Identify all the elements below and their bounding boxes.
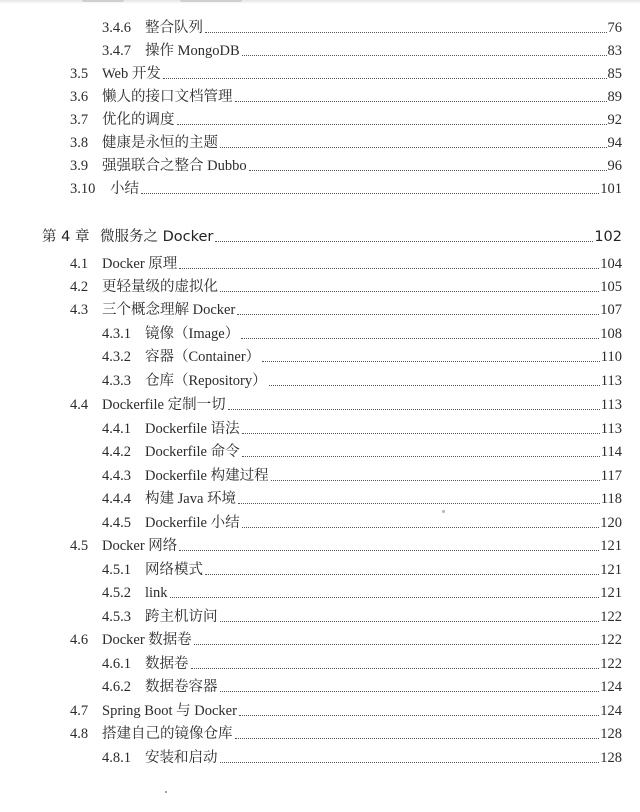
dot-leader: [220, 691, 600, 692]
toc-entry-page: 120: [600, 515, 622, 531]
toc-entry-number: 4.3.3: [102, 373, 131, 389]
toc-entry-page: 128: [600, 750, 622, 766]
toc-entry-title: 网络模式: [145, 562, 203, 578]
toc-entry-number: 4.5.1: [102, 562, 131, 578]
toc-entry-title: Dockerfile 定制一切: [102, 397, 226, 413]
dot-leader: [220, 621, 600, 622]
toc-entry-title: Docker 数据卷: [102, 632, 192, 648]
toc-entry[interactable]: [0, 86, 640, 108]
toc-entry-page: 114: [600, 444, 622, 460]
toc-entry-number: 4.4.2: [102, 444, 131, 460]
toc-entry[interactable]: [0, 747, 640, 769]
toc-entry-number: 4.8: [70, 726, 89, 742]
toc-entry[interactable]: [0, 109, 640, 131]
toc-entry-title: 优化的调度: [102, 112, 175, 128]
toc-entry[interactable]: [0, 723, 640, 745]
toc-entry[interactable]: [0, 559, 640, 581]
toc-entry-number: 4.6: [70, 632, 89, 648]
dot-leader: [262, 361, 600, 362]
toc-entry[interactable]: [0, 441, 640, 463]
dot-leader: [238, 503, 600, 504]
toc-entry-title: Spring Boot 与 Docker: [102, 703, 237, 719]
toc-entry-title: Docker 网络: [102, 538, 178, 554]
toc-entry-number: 3.10: [70, 181, 96, 197]
dot-leader: [242, 456, 600, 457]
toc-entry[interactable]: [0, 299, 640, 321]
dot-leader: [249, 170, 607, 171]
toc-entry[interactable]: [0, 394, 640, 416]
toc-entry[interactable]: [0, 370, 640, 392]
toc-entry-number: 4.6.2: [102, 679, 131, 695]
toc-entry-title: 仓库（Repository）: [145, 373, 267, 389]
toc-entry-number: 3.8: [70, 135, 89, 151]
toc-entry-page: 76: [607, 20, 622, 36]
toc-entry[interactable]: [0, 323, 640, 345]
toc-entry-number: 4.4: [70, 397, 89, 413]
toc-entry-page: 122: [600, 632, 622, 648]
dot-leader: [271, 480, 600, 481]
toc-entry-title: 三个概念理解 Docker: [102, 302, 236, 318]
toc-entry-page: 105: [600, 279, 622, 295]
dot-leader: [269, 385, 600, 386]
toc-entry-page: 110: [600, 349, 622, 365]
dot-leader: [191, 668, 600, 669]
dot-leader: [235, 738, 600, 739]
toc-entry-title: 健康是永恒的主题: [102, 135, 218, 151]
toc-entry-page: 121: [600, 585, 622, 601]
toc-entry-title: 容器（Container）: [145, 349, 261, 365]
toc-entry-number: 4.4.3: [102, 468, 131, 484]
dot-leader: [220, 762, 600, 763]
toc-entry-title: 构建 Java 环境: [145, 491, 237, 507]
toc-entry-title: 懒人的接口文档管理: [102, 89, 233, 105]
toc-entry[interactable]: [0, 676, 640, 698]
toc-entry[interactable]: [0, 132, 640, 154]
dot-leader: [141, 193, 599, 194]
toc-chapter-heading[interactable]: [0, 226, 640, 248]
toc-entry[interactable]: [0, 63, 640, 85]
toc-entry[interactable]: [0, 178, 640, 200]
toc-entry-page: 121: [600, 562, 622, 578]
dot-leader: [235, 101, 607, 102]
toc-entry-page: 122: [600, 656, 622, 672]
dot-leader: [228, 409, 600, 410]
toc-entry-page: 118: [600, 491, 622, 507]
toc-entry-title: Dockerfile 构建过程: [145, 468, 269, 484]
toc-entry-title: Dockerfile 语法: [145, 421, 240, 437]
toc-entry-title: 更轻量级的虚拟化: [102, 279, 218, 295]
paper-speck: [165, 791, 167, 793]
toc-entry-title: 小结: [110, 181, 139, 197]
dot-leader: [170, 597, 600, 598]
toc-entry[interactable]: [0, 653, 640, 675]
toc-entry-number: 4.3.1: [102, 326, 131, 342]
toc-entry[interactable]: [0, 276, 640, 298]
paper-speck: [442, 510, 445, 513]
toc-entry-number: 4.5: [70, 538, 89, 554]
toc-entry-number: 4.6.1: [102, 656, 131, 672]
toc-entry[interactable]: [0, 40, 640, 62]
toc-entry-page: 124: [600, 679, 622, 695]
toc-entry-number: 4.3.2: [102, 349, 131, 365]
toc-entry[interactable]: [0, 465, 640, 487]
toc-entry-page: 89: [607, 89, 622, 105]
toc-entry-title: Web 开发: [102, 66, 161, 82]
toc-entry-title: 整合队列: [145, 20, 203, 36]
chapter-page: 102: [594, 229, 622, 245]
dot-leader: [241, 338, 599, 339]
toc-entry-page: 92: [607, 112, 622, 128]
page-top-edge-shadow: [0, 0, 640, 4]
toc-entry-number: 4.8.1: [102, 750, 131, 766]
toc-entry-title: 数据卷: [145, 656, 189, 672]
toc-entry-title: Docker 原理: [102, 256, 178, 272]
toc-entry-number: 4.1: [70, 256, 89, 272]
toc-entry-title: 操作 MongoDB: [145, 43, 240, 59]
toc-entry[interactable]: [0, 155, 640, 177]
toc-entry[interactable]: [0, 346, 640, 368]
dot-leader: [179, 268, 599, 269]
dot-leader: [215, 241, 593, 242]
toc-entry-number: 3.4.6: [102, 20, 131, 36]
toc-entry[interactable]: [0, 488, 640, 510]
toc-entry-page: 96: [607, 158, 622, 174]
dot-leader: [177, 124, 607, 125]
toc-entry[interactable]: [0, 700, 640, 722]
toc-entry-page: 113: [600, 421, 622, 437]
toc-entry-title: link: [145, 585, 168, 601]
page-edge-tab: [82, 0, 124, 2]
toc-entry-page: 113: [600, 373, 622, 389]
toc-entry[interactable]: [0, 606, 640, 628]
toc-entry-page: 83: [607, 43, 622, 59]
toc-entry-title: 跨主机访问: [145, 609, 218, 625]
toc-entry[interactable]: [0, 418, 640, 440]
toc-entry-page: 121: [600, 538, 622, 554]
dot-leader: [194, 644, 599, 645]
chapter-number: 第 4 章: [42, 229, 90, 245]
toc-entry-page: 94: [607, 135, 622, 151]
toc-entry[interactable]: [0, 512, 640, 534]
toc-entry-number: 3.5: [70, 66, 89, 82]
toc-entry-number: 4.4.5: [102, 515, 131, 531]
toc-entry-number: 4.4.4: [102, 491, 131, 507]
toc-entry[interactable]: [0, 629, 640, 651]
toc-entry-page: 113: [600, 397, 622, 413]
toc-entry-number: 4.3: [70, 302, 89, 318]
dot-leader: [205, 32, 607, 33]
toc-entry-number: 4.7: [70, 703, 89, 719]
dot-leader: [220, 147, 607, 148]
toc-entry-number: 3.4.7: [102, 43, 131, 59]
toc-entry-title: 安装和启动: [145, 750, 218, 766]
toc-entry-number: 3.6: [70, 89, 89, 105]
toc-entry[interactable]: [0, 582, 640, 604]
toc-entry-page: 117: [600, 468, 622, 484]
toc-entry-number: 4.2: [70, 279, 89, 295]
toc-entry-page: 104: [600, 256, 622, 272]
toc-entry-number: 4.5.3: [102, 609, 131, 625]
toc-entry-page: 128: [600, 726, 622, 742]
toc-entry-title: 数据卷容器: [145, 679, 218, 695]
toc-entry-title: 搭建自己的镜像仓库: [102, 726, 233, 742]
dot-leader: [179, 550, 599, 551]
page-edge-tab: [180, 0, 242, 2]
dot-leader: [205, 574, 599, 575]
dot-leader: [242, 433, 600, 434]
toc-entry[interactable]: [0, 535, 640, 557]
dot-leader: [242, 55, 607, 56]
toc-entry-page: 101: [600, 181, 622, 197]
toc-entry-page: 85: [607, 66, 622, 82]
toc-entry[interactable]: [0, 17, 640, 39]
chapter-title: 微服务之 Docker: [100, 229, 214, 245]
dot-leader: [237, 314, 599, 315]
toc-entry-title: 强强联合之整合 Dubbo: [102, 158, 247, 174]
toc-entry[interactable]: [0, 253, 640, 275]
toc-entry-number: 4.4.1: [102, 421, 131, 437]
toc-entry-number: 3.7: [70, 112, 89, 128]
toc-entry-page: 122: [600, 609, 622, 625]
toc-entry-page: 124: [600, 703, 622, 719]
toc-entry-number: 4.5.2: [102, 585, 131, 601]
toc-entry-page: 108: [600, 326, 622, 342]
dot-leader: [242, 527, 600, 528]
toc-entry-title: 镜像（Image）: [145, 326, 240, 342]
toc-entry-title: Dockerfile 命令: [145, 444, 240, 460]
toc-entry-title: Dockerfile 小结: [145, 515, 240, 531]
dot-leader: [220, 291, 599, 292]
dot-leader: [239, 715, 599, 716]
dot-leader: [163, 78, 607, 79]
toc-entry-page: 107: [600, 302, 622, 318]
toc-entry-number: 3.9: [70, 158, 89, 174]
